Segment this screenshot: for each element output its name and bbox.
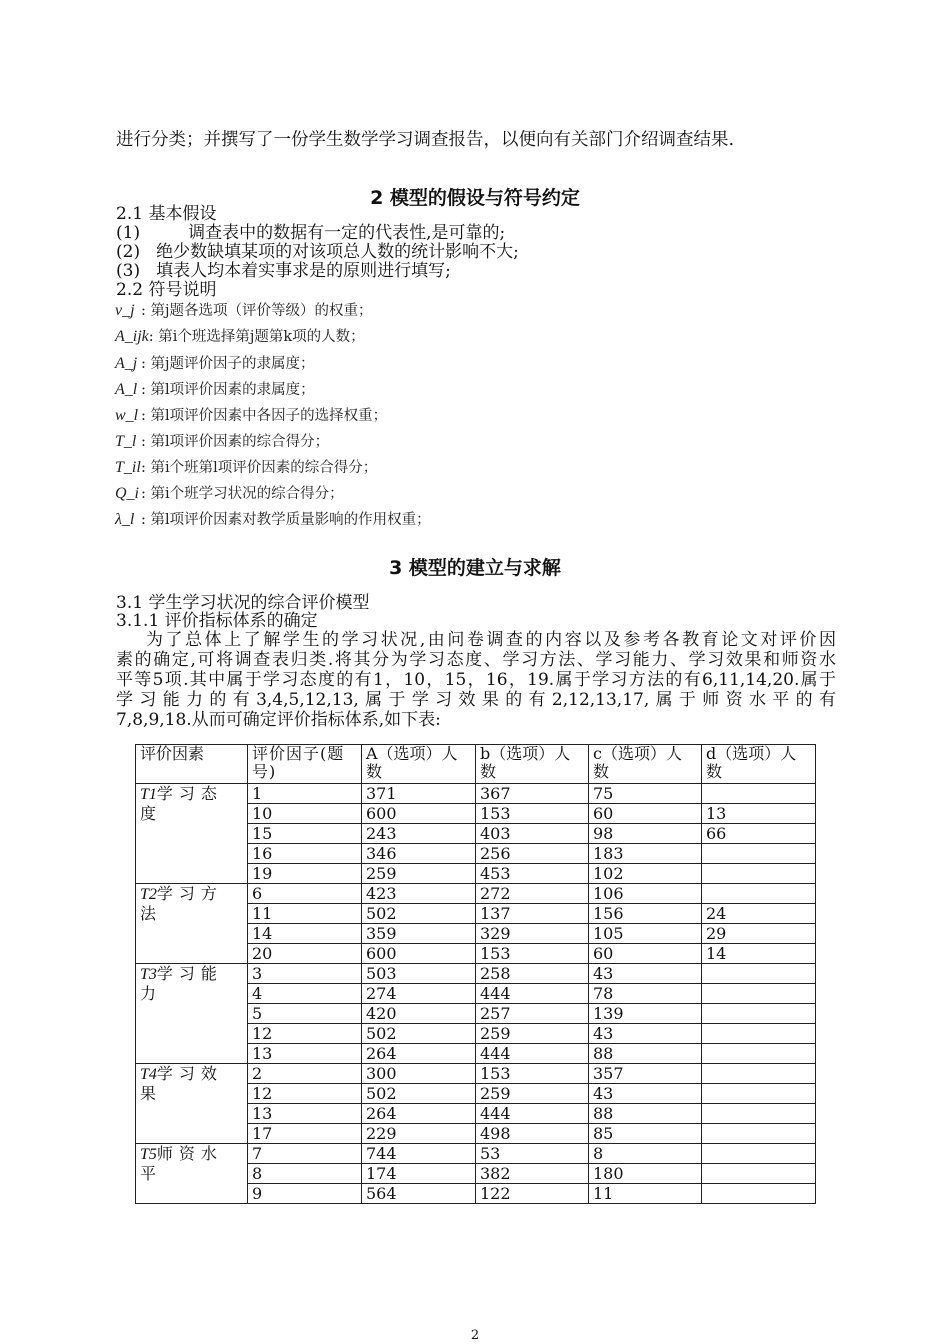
assumption-2: (2) 绝少数缺填某项的对该项总人数的统计影响不大;	[116, 242, 519, 262]
factor-name: 学习效果	[140, 1064, 223, 1103]
factor-cell	[136, 884, 248, 964]
table-cell: 102	[589, 864, 702, 884]
symbol-t-l: T_l : 第l项评价因素的综合得分；	[115, 433, 330, 450]
table-cell: 258	[476, 964, 589, 984]
assumption-3: (3) 填表人均本着实事求是的原则进行填写;	[116, 261, 451, 281]
table-cell: 359	[362, 924, 476, 944]
table-cell: 274	[362, 984, 476, 1004]
table-cell: 4	[248, 984, 362, 1004]
table-cell: 88	[589, 1044, 702, 1064]
table-cell: 8	[248, 1164, 362, 1184]
factor-symbol: T4	[140, 1066, 157, 1083]
table-row	[136, 964, 816, 984]
table-row	[136, 1064, 816, 1084]
symbol-w-l: w_l : 第l项评价因素中各因子的选择权重；	[115, 407, 388, 424]
factor-name: 学习态度	[140, 784, 223, 823]
factor-cell	[136, 1064, 248, 1144]
table-cell: 78	[589, 984, 702, 1004]
table-cell: 503	[362, 964, 476, 984]
table-cell: 444	[476, 1104, 589, 1124]
table-cell: 502	[362, 1084, 476, 1104]
symbol-a-ijk: A_ijk: 第i个班选择第j题第k项的人数；	[115, 328, 365, 345]
table-cell: 13	[248, 1044, 362, 1064]
table-cell: 13	[702, 804, 816, 824]
table-cell: 20	[248, 944, 362, 964]
table-cell: 259	[476, 1024, 589, 1044]
table-cell: 371	[362, 784, 476, 804]
table-cell: 7	[248, 1144, 362, 1164]
table-cell: 502	[362, 1024, 476, 1044]
table-cell: 498	[476, 1124, 589, 1144]
table-cell: 98	[589, 824, 702, 844]
symbol-v-j: v_j : 第j题各选项（评价等级）的权重；	[115, 302, 373, 319]
table-cell	[702, 1064, 816, 1084]
table-cell: 174	[362, 1164, 476, 1184]
table-cell	[702, 1004, 816, 1024]
table-cell: 43	[589, 964, 702, 984]
table-cell	[702, 984, 816, 1004]
paragraph-evaluation-index: 为了总体上了解学生的学习状况,由问卷调查的内容以及参考各教育论文对评价因 素的确定,可将调查表归类.将其分为学习态度、学习方法、学习能力、学习效果和师资水 平等5项.其中属于学习态度的有1，10，15，16，19.属于学习方法的有6,11,14,20.属于 学习能力的有3,4,5,12,13,属于学习效果的有2,12,13,17,属于师资水平的有 7,8,9,18.从而可确定评价指标体系,如下表:	[116, 630, 836, 730]
table-cell: 453	[476, 864, 589, 884]
factor-cell	[136, 964, 248, 1064]
table-cell: 5	[248, 1004, 362, 1024]
factor-symbol: T2	[140, 886, 157, 903]
evaluation-index-table	[135, 744, 816, 1204]
table-cell: 264	[362, 1104, 476, 1124]
table-cell: 382	[476, 1164, 589, 1184]
table-cell: 346	[362, 844, 476, 864]
table-cell	[702, 1104, 816, 1124]
table-cell	[702, 884, 816, 904]
table-cell: 14	[248, 924, 362, 944]
symbol-a-j: A_j : 第j题评价因子的隶属度；	[115, 355, 315, 372]
table-row	[136, 784, 816, 804]
table-cell	[702, 964, 816, 984]
subsection-2-1: 2.1 基本假设	[116, 204, 217, 224]
table-cell: 300	[362, 1064, 476, 1084]
table-cell: 502	[362, 904, 476, 924]
table-cell: 29	[702, 924, 816, 944]
table-cell	[702, 1144, 816, 1164]
table-cell: 11	[589, 1184, 702, 1204]
symbol-q-i: Q_i : 第i个班学习状况的综合得分；	[115, 485, 344, 502]
table-cell: 420	[362, 1004, 476, 1024]
table-cell	[702, 1024, 816, 1044]
assumption-1: (1) 调查表中的数据有一定的代表性,是可靠的;	[116, 223, 506, 243]
table-header-cell: d（选项）人数	[702, 745, 816, 784]
table-cell: 259	[476, 1084, 589, 1104]
table-cell: 229	[362, 1124, 476, 1144]
table-row	[136, 1144, 816, 1164]
subsection-2-2: 2.2 符号说明	[116, 280, 217, 300]
table-header-cell: 评价因子(题号)	[248, 745, 362, 784]
table-header-cell: A（选项）人数	[362, 745, 476, 784]
table-cell: 11	[248, 904, 362, 924]
table-cell: 2	[248, 1064, 362, 1084]
table-cell: 600	[362, 804, 476, 824]
table-cell: 43	[589, 1084, 702, 1104]
table-cell: 564	[362, 1184, 476, 1204]
table-cell	[702, 1084, 816, 1104]
factor-name: 学习方法	[140, 884, 223, 923]
table-cell: 243	[362, 824, 476, 844]
table-cell: 9	[248, 1184, 362, 1204]
subsection-3-1: 3.1 学生学习状况的综合评价模型	[116, 593, 370, 613]
table-cell: 137	[476, 904, 589, 924]
page-number: 2	[470, 1328, 480, 1343]
table-cell: 75	[589, 784, 702, 804]
factor-symbol: T3	[140, 966, 157, 983]
table-cell: 3	[248, 964, 362, 984]
table-cell: 367	[476, 784, 589, 804]
table-cell: 256	[476, 844, 589, 864]
table-cell: 403	[476, 824, 589, 844]
table-cell: 14	[702, 944, 816, 964]
table-cell: 43	[589, 1024, 702, 1044]
table-cell: 60	[589, 944, 702, 964]
table-cell: 329	[476, 924, 589, 944]
table-cell: 60	[589, 804, 702, 824]
table-cell	[702, 1044, 816, 1064]
table-cell	[702, 784, 816, 804]
table-cell: 53	[476, 1144, 589, 1164]
table-cell: 156	[589, 904, 702, 924]
table-cell: 257	[476, 1004, 589, 1024]
factor-name: 师资水平	[140, 1144, 223, 1183]
table-cell: 85	[589, 1124, 702, 1144]
table-header-cell: b（选项）人数	[476, 745, 589, 784]
factor-cell	[136, 1144, 248, 1204]
table-cell: 106	[589, 884, 702, 904]
table-cell: 105	[589, 924, 702, 944]
table-cell: 357	[589, 1064, 702, 1084]
table-cell: 444	[476, 984, 589, 1004]
table-cell: 444	[476, 1044, 589, 1064]
table-cell	[702, 1184, 816, 1204]
intro-text: 进行分类；并撰写了一份学生数学学习调查报告，以便向有关部门介绍调查结果.	[116, 130, 735, 150]
table-header-row	[136, 745, 816, 784]
table-cell: 6	[248, 884, 362, 904]
symbol-a-l: A_l : 第l项评价因素的隶属度；	[115, 381, 315, 398]
table-cell: 264	[362, 1044, 476, 1064]
table-cell: 139	[589, 1004, 702, 1024]
factor-name: 学习能力	[140, 964, 223, 1003]
symbol-lambda-l: λ_l : 第l项评价因素对教学质量影响的作用权重；	[115, 511, 431, 528]
table-cell: 24	[702, 904, 816, 924]
table-cell: 17	[248, 1124, 362, 1144]
table-header-cell: 评价因素	[136, 745, 248, 784]
table-cell: 16	[248, 844, 362, 864]
section-3-heading: 3 模型的建立与求解	[389, 557, 561, 579]
table-cell: 180	[589, 1164, 702, 1184]
table-cell: 272	[476, 884, 589, 904]
table-cell: 13	[248, 1104, 362, 1124]
factor-cell	[136, 784, 248, 884]
subsection-3-1-1: 3.1.1 评价指标体系的确定	[116, 611, 318, 631]
symbol-t-il: T_il: 第i个班第l项评价因素的综合得分；	[115, 459, 378, 476]
table-cell: 10	[248, 804, 362, 824]
table-row	[136, 884, 816, 904]
table-cell: 122	[476, 1184, 589, 1204]
table-cell: 88	[589, 1104, 702, 1124]
table-cell: 153	[476, 1064, 589, 1084]
factor-symbol: T5	[140, 1146, 157, 1163]
table-cell: 8	[589, 1144, 702, 1164]
table-cell: 153	[476, 944, 589, 964]
table-cell: 15	[248, 824, 362, 844]
table-cell: 1	[248, 784, 362, 804]
table-cell	[702, 844, 816, 864]
table-cell	[702, 864, 816, 884]
table-cell: 19	[248, 864, 362, 884]
table-cell: 259	[362, 864, 476, 884]
table-cell: 183	[589, 844, 702, 864]
factor-symbol: T1	[140, 786, 157, 803]
table-cell	[702, 1164, 816, 1184]
table-cell: 66	[702, 824, 816, 844]
table-cell: 12	[248, 1024, 362, 1044]
table-cell	[702, 1124, 816, 1144]
table-cell: 744	[362, 1144, 476, 1164]
table-header-cell: c（选项）人数	[589, 745, 702, 784]
table-cell: 12	[248, 1084, 362, 1104]
table-cell: 153	[476, 804, 589, 824]
table-cell: 423	[362, 884, 476, 904]
table-cell: 600	[362, 944, 476, 964]
section-2-heading: 2 模型的假设与符号约定	[370, 187, 580, 209]
